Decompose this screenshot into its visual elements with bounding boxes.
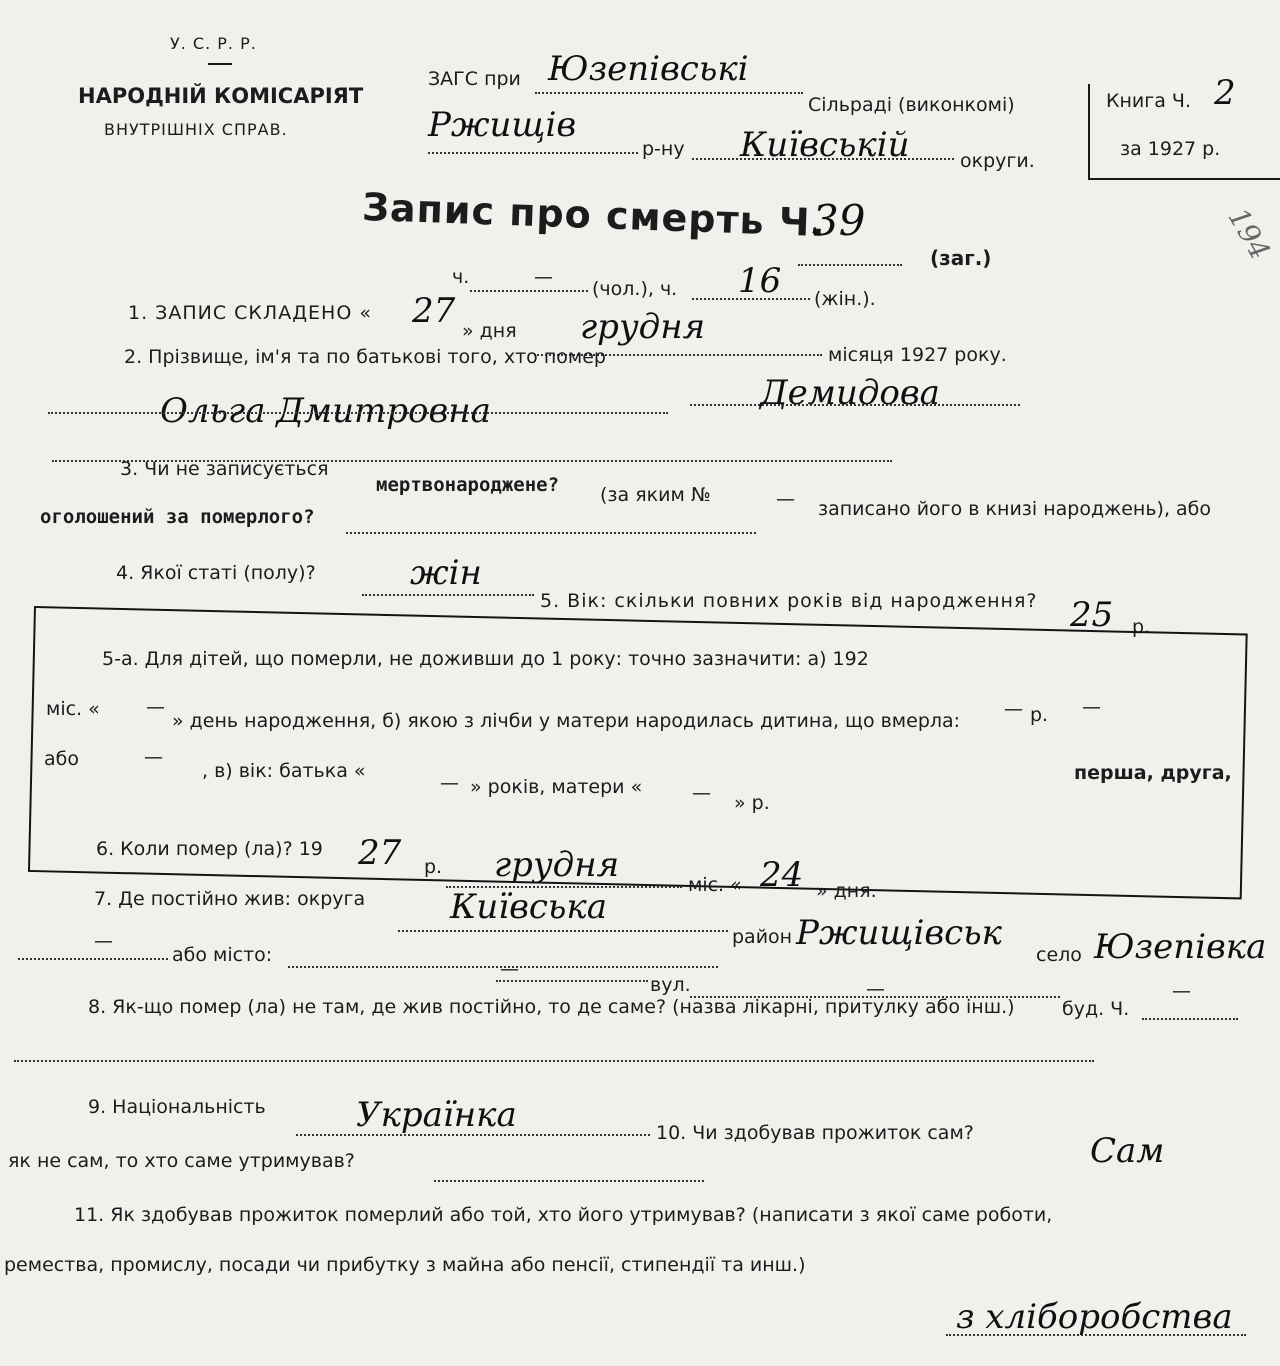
q5a-dash4: — xyxy=(144,746,163,768)
q4-label: 4. Якої статі (полу)? xyxy=(116,562,316,584)
q10-line2: як не сам, то хто саме утримував? xyxy=(8,1150,355,1172)
q3-num: — xyxy=(776,488,795,510)
okruha-value: Київській xyxy=(740,125,910,165)
okruha-label: округи. xyxy=(960,150,1035,172)
divider xyxy=(208,63,232,65)
record-title: Запис про смерть Ч. xyxy=(361,184,827,246)
q9-label: 9. Національність xyxy=(88,1096,266,1118)
zags-label: ЗАГС при xyxy=(428,68,521,90)
q8-dash2: — xyxy=(1172,980,1191,1002)
q2-name: Ольга Дмитровна xyxy=(160,391,491,431)
q7-label: 7. Де постійно жив: округа xyxy=(94,888,366,910)
q6-month: грудня xyxy=(494,845,620,885)
q11-value: з хліборобства xyxy=(956,1297,1233,1337)
q7-dash2: — xyxy=(500,958,519,980)
book-number: 2 xyxy=(1214,73,1236,113)
q7-vul: вул. xyxy=(650,974,691,996)
q6-tail: » дня. xyxy=(816,880,877,902)
q7-selo: Юзепівка xyxy=(1094,927,1267,967)
q7-okruha: Київська xyxy=(450,887,608,927)
q6-label: 6. Коли помер (ла)? 19 xyxy=(96,838,323,860)
zags-value: Юзепівські xyxy=(548,49,749,89)
book-label: Книга Ч. xyxy=(1106,90,1191,112)
commissariat-subtitle: ВНУТРІШНІХ СПРАВ. xyxy=(104,120,288,139)
q5a-line1: 5-а. Для дітей, що померли, не доживши до 1 року: точно зазначити: а) 192 xyxy=(102,648,869,670)
q6-mis: міс. « xyxy=(688,874,742,896)
q1-day: 27 xyxy=(412,291,456,331)
q5a-line2: » день народження, б) якою з лічби у матери народилась дитина, що вмерла: xyxy=(172,710,961,732)
q5-value: 25 xyxy=(1070,595,1114,635)
q5a-dash3: — xyxy=(146,696,165,718)
q2-label: 2. Прізвище, ім'я та по батькові того, хто помер xyxy=(124,346,606,368)
q5a-abo: або xyxy=(44,748,79,770)
q3-label: 3. Чи не записується xyxy=(120,458,329,480)
raion-label: р-ну xyxy=(642,138,685,160)
q2-surname: Демидова xyxy=(760,373,940,413)
silradi-label: Сільраді (виконкомі) xyxy=(808,94,1015,116)
q8-bud: буд. Ч. xyxy=(1062,998,1130,1020)
q10-value: Сам xyxy=(1090,1131,1165,1171)
q5a-dash2: — xyxy=(1082,696,1101,718)
q5a-dash1: — xyxy=(1004,698,1023,720)
q7-raion-label: район xyxy=(732,926,793,948)
zhin-value: 16 xyxy=(738,261,782,301)
q8-dash: — xyxy=(866,978,885,1000)
book-year: за 1927 р. xyxy=(1120,138,1221,160)
q9-value: Українка xyxy=(356,1095,517,1135)
q5a-line3c: » р. xyxy=(734,792,770,814)
q6-year: 27 xyxy=(358,833,402,873)
margin-note: 194 xyxy=(1221,202,1277,266)
zhin-label: (жін.). xyxy=(814,288,876,310)
q10-label: 10. Чи здобував прожиток сам? xyxy=(656,1122,974,1144)
q5-label: 5. Вік: скільки повних років від народження? xyxy=(540,590,1038,612)
q5-unit: р. xyxy=(1132,616,1151,638)
q5a-dash6: — xyxy=(692,782,711,804)
zag-label: (заг.) xyxy=(930,246,992,270)
q5a-dash5: — xyxy=(440,772,459,794)
q1-month: грудня xyxy=(580,307,706,347)
q1-mid: » дня xyxy=(462,320,517,342)
q7-selo-label: село xyxy=(1036,944,1082,966)
raion-value: Ржищів xyxy=(428,105,577,145)
q8-label: 8. Як-що помер (ла) не там, де жив постійно, то де саме? (назва лікарні, притулку або інш.) xyxy=(88,996,1015,1018)
q6-p: р. xyxy=(424,856,443,878)
q6-day: 24 xyxy=(760,855,804,895)
ch-label: ч. xyxy=(452,266,470,288)
q5a-bold: перша, друга, xyxy=(1074,762,1232,784)
q11-line2: ремества, промислу, посади чи прибутку з майна або пенсії, стипендії та инш.) xyxy=(4,1254,806,1276)
republic-label: У. С. Р. Р. xyxy=(170,34,257,53)
q5a-line3b: » років, матери « xyxy=(470,776,643,798)
q7-dash: — xyxy=(94,930,113,952)
q11-line1: 11. Як здобував прожиток померлий або той, хто його утримував? (написати з якої саме роботи, xyxy=(74,1204,1053,1226)
chol-label: (чол.), ч. xyxy=(592,278,678,300)
q3-bold-stillborn: мертвонароджене? xyxy=(376,474,560,496)
record-number: 39 xyxy=(812,196,866,245)
q3-mid: (за яким № xyxy=(600,484,711,506)
commissariat-title: НАРОДНІЙ КОМІСАРІЯТ xyxy=(78,84,364,108)
q7-raion: Ржищівськ xyxy=(796,913,1002,953)
chol-value: — xyxy=(534,266,553,288)
q1-label: 1. ЗАПИС СКЛАДЕНО « xyxy=(128,302,372,324)
q5a-line3: , в) вік: батька « xyxy=(202,760,366,782)
q5a-p: р. xyxy=(1030,704,1049,726)
q3-tail: записано його в книзі народжень), або xyxy=(818,498,1212,520)
q4-value: жін xyxy=(410,553,482,593)
q2-tail: місяця 1927 року. xyxy=(828,344,1007,366)
q5a-mis: міс. « xyxy=(46,698,100,720)
q3-bold-declared-dead: оголошений за померлого? xyxy=(40,506,315,528)
q7-abo: або місто: xyxy=(172,944,273,966)
